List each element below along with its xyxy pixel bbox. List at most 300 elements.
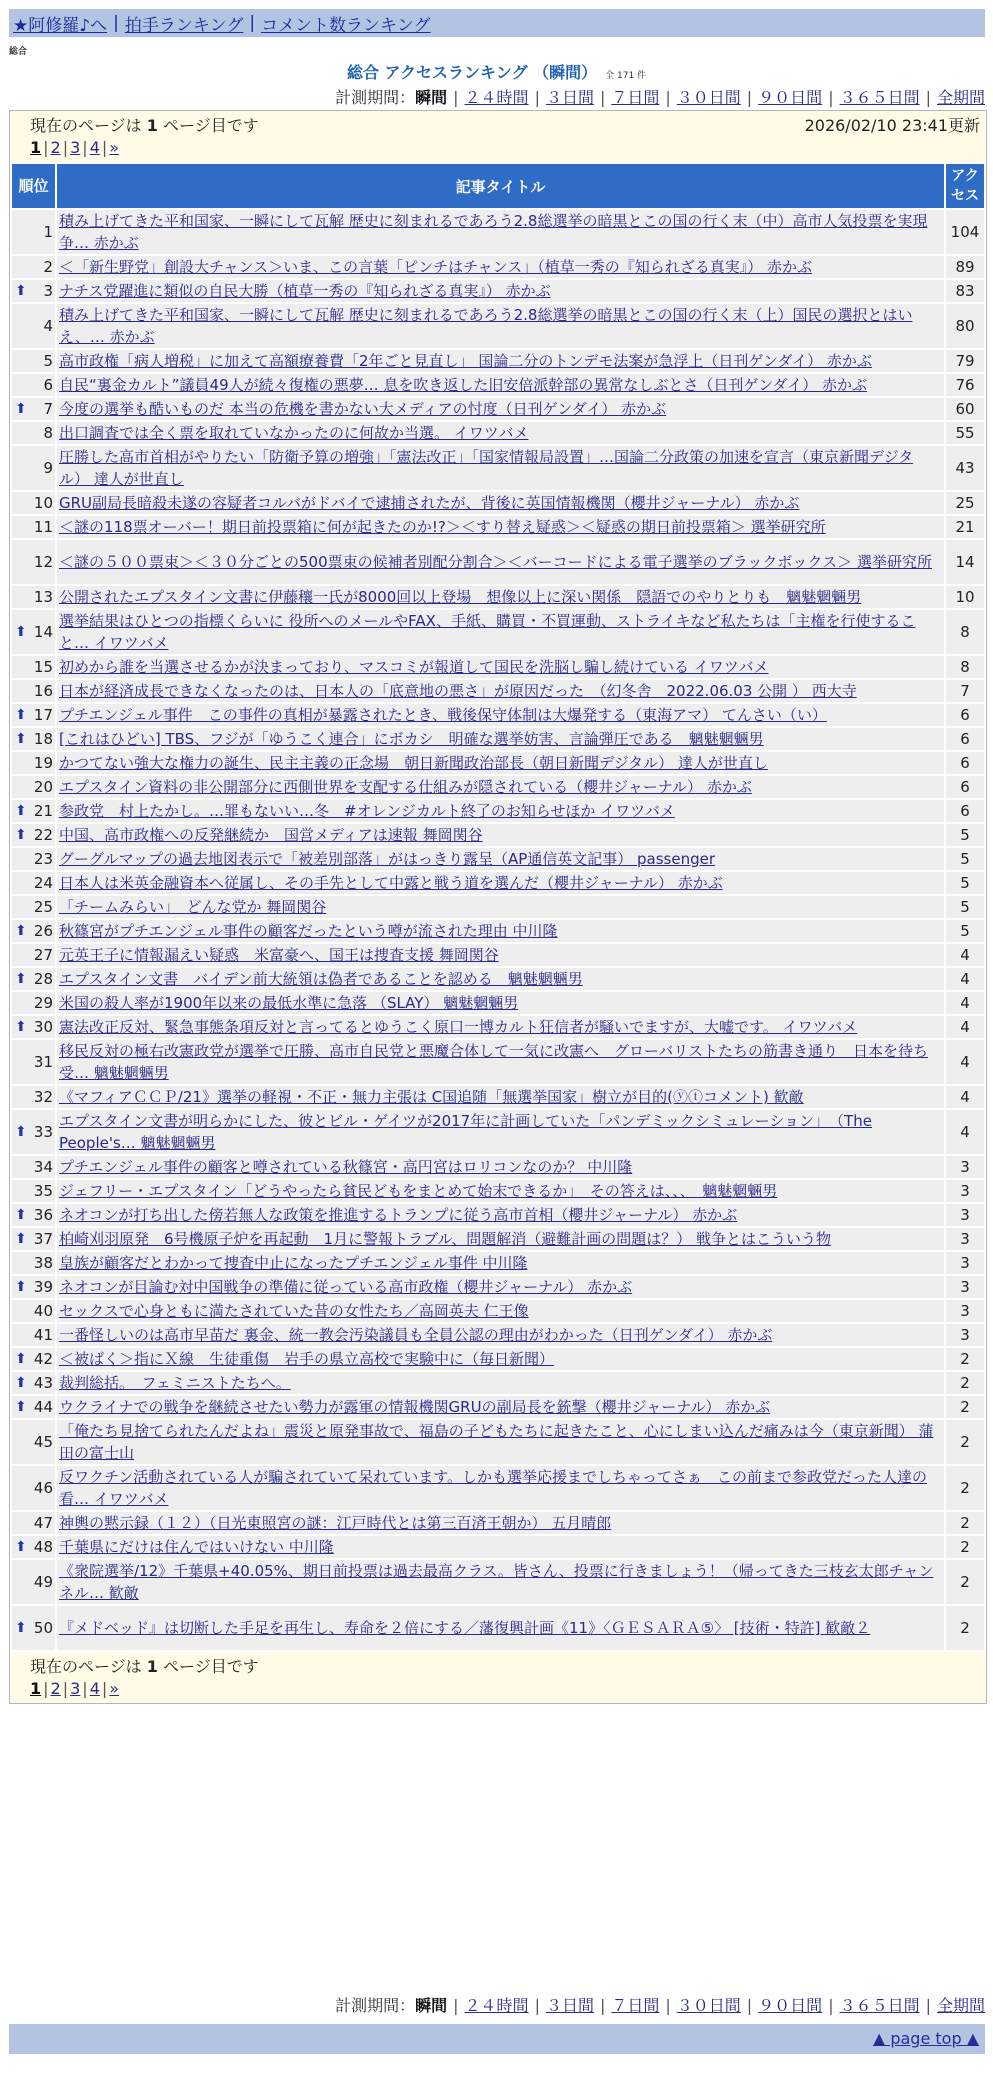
page-info-prefix: 現在のページは: [30, 116, 147, 135]
rank-cell: [12, 374, 55, 396]
title-column-header: 記事タイトル: [57, 164, 944, 208]
ranking-table-body: [12, 210, 984, 1650]
table-row: [12, 776, 984, 798]
period-option[interactable]: 全期間: [936, 88, 985, 107]
rank-number: 45: [33, 1433, 53, 1451]
pager-separator: |: [43, 1679, 49, 1698]
rank-number: 44: [33, 1398, 53, 1416]
article-link[interactable]: ナチス党躍進に類似の自民大勝（植草一秀の『知られざる真実』） 赤かぶ: [59, 282, 551, 300]
nav-separator: |: [249, 13, 256, 33]
rank-cell: [12, 656, 55, 678]
access-count: 3: [946, 1228, 984, 1250]
top-nav-bar: [9, 9, 985, 37]
title-cell: [57, 944, 944, 966]
article-link[interactable]: ＜謎の118票オーバー！期日前投票箱に何が起きたのか!?＞＜すり替え疑惑＞＜疑惑の期日前投票箱＞ 選挙研究所: [59, 518, 826, 536]
bottom-bar: [9, 2024, 985, 2054]
article-link[interactable]: 日本が経済成長できなくなったのは、日本人の「底意地の悪さ」が原因だった （幻冬舎 2022.06.03 公開 ） 西大寺: [59, 682, 857, 700]
title-cell: [57, 752, 944, 774]
article-link[interactable]: 元英王子に情報漏えい疑惑 米富豪へ、国王は捜査支援 舞岡関谷: [59, 946, 499, 964]
access-count: 4: [946, 968, 984, 990]
period-option-current: 瞬間: [415, 1996, 448, 2015]
article-link[interactable]: GRU副局長暗殺未遂の容疑者コルバがドバイで逮捕されたが、背後に英国情報機関（櫻井ジャーナル） 赤かぶ: [59, 494, 800, 512]
period-option[interactable]: ３０日間: [676, 88, 741, 107]
rank-up-arrow-icon: ⬆: [15, 1124, 27, 1140]
article-link[interactable]: ＜「新生野党」創設大チャンス＞いま、この言葉「ピンチはチャンス」（植草一秀の『知られざる真実』） 赤かぶ: [59, 258, 812, 276]
table-row: [12, 1110, 984, 1154]
pager-page-link[interactable]: 2: [50, 1679, 61, 1698]
page-info-top: [10, 111, 986, 162]
rank-cell: [12, 752, 55, 774]
table-row: [12, 1016, 984, 1038]
article-link[interactable]: 積み上げてきた平和国家、一瞬にして瓦解 歴史に刻まれるであろう2.8総選挙の暗黒とこの国の行く末（中）高市人気投票を実現争… 赤かぶ: [59, 212, 928, 252]
title-cell: [57, 586, 944, 608]
title-cell: [57, 540, 944, 584]
title-cell: [57, 896, 944, 918]
article-link[interactable]: セックスで心身ともに満たされていた昔の女性たち／高岡英夫 仁王像: [59, 1302, 529, 1320]
table-row: [12, 280, 984, 302]
table-row: [12, 304, 984, 348]
article-link[interactable]: 「チームみらい」 どんな党か 舞岡関谷: [59, 898, 327, 916]
rank-number: 37: [33, 1230, 53, 1248]
period-separator: |: [599, 88, 606, 107]
rank-number: 50: [33, 1619, 53, 1637]
pager-separator: |: [43, 138, 49, 157]
period-separator: |: [828, 88, 834, 107]
article-link[interactable]: エプスタイン資料の非公開部分に西側世界を支配する仕組みが隠されている（櫻井ジャーナル） 赤かぶ: [59, 778, 752, 796]
article-link[interactable]: ＜被ばく＞指にＸ線 生徒重傷 岩手の県立高校で実験中に（毎日新聞）: [59, 1350, 555, 1368]
table-row: [12, 422, 984, 444]
title-cell: [57, 920, 944, 942]
title-cell: [57, 1560, 944, 1604]
table-row: [12, 968, 984, 990]
rank-cell: [12, 704, 55, 726]
title-cell: [57, 1300, 944, 1322]
rank-cell: [12, 1228, 55, 1250]
pager-separator: |: [101, 138, 108, 157]
article-link[interactable]: エプスタイン文書が明らかにした、彼とビル・ゲイツが2017年に計画していた「パンデミックシミュレーション」 （The People's… 魑魅魍魎男: [59, 1112, 872, 1152]
article-link[interactable]: 《衆院選挙/12》千葉県+40.05%、期日前投票は過去最高クラス。皆さん、投票に行きましょう！（帰ってきた三枝玄太郎チャンネル… 歓敵: [59, 1562, 934, 1602]
title-cell: [57, 992, 944, 1014]
rank-up-arrow-icon: ⬆: [15, 827, 27, 843]
table-row: [12, 1180, 984, 1202]
title-cell: [57, 516, 944, 538]
access-count: 76: [946, 374, 984, 396]
pager-current-page: 1: [30, 138, 42, 157]
period-separator: |: [534, 88, 540, 107]
access-count: 83: [946, 280, 984, 302]
period-option[interactable]: ７日間: [611, 88, 660, 107]
rank-number: 33: [33, 1123, 53, 1141]
period-option-current: 瞬間: [415, 88, 448, 107]
period-separator: |: [746, 1996, 753, 2015]
page-info-bottom: [10, 1652, 986, 1703]
pager-separator: |: [82, 1679, 88, 1698]
table-row: [12, 896, 984, 918]
rank-cell: [12, 1086, 55, 1108]
rank-up-arrow-icon: ⬆: [15, 1207, 27, 1223]
rank-number: 32: [33, 1088, 53, 1106]
period-option[interactable]: ２４時間: [464, 88, 529, 107]
pager-next-link[interactable]: »: [109, 138, 120, 157]
period-separator: |: [665, 1996, 671, 2015]
total-count: 全 171 件: [605, 71, 647, 81]
rank-cell: [12, 256, 55, 278]
table-row: [12, 1536, 984, 1558]
rank-cell: [12, 1348, 55, 1370]
period-separator: |: [925, 1996, 931, 2015]
article-link[interactable]: ネオコンが打ち出した傍若無人な政策を推進するトランプに従う高市首相（櫻井ジャーナル） 赤かぶ: [59, 1206, 738, 1224]
article-link[interactable]: ジェフリー・エプスタイン「どうやったら貧民どもをまとめて始末できるか」 その答えは、、、 魑魅魍魎男: [59, 1182, 778, 1200]
title-cell: [57, 256, 944, 278]
pager-separator: |: [62, 138, 69, 157]
access-count: 2: [946, 1560, 984, 1604]
rank-up-arrow-icon: ⬆: [15, 707, 27, 723]
article-link[interactable]: 一番怪しいのは高市早苗だ 裏金、統一教会汚染議員も全員公認の理由がわかった（日刊ゲンダイ） 赤かぶ: [59, 1326, 773, 1344]
pager-page-link[interactable]: 4: [89, 138, 100, 157]
access-count: 2: [946, 1348, 984, 1370]
title-cell: [57, 1396, 944, 1418]
rank-number: 49: [33, 1573, 53, 1591]
table-row: [12, 586, 984, 608]
pager-page-link[interactable]: 3: [70, 1679, 81, 1698]
title-cell: [57, 1252, 944, 1274]
rank-number: 14: [33, 623, 53, 641]
rank-number: 15: [33, 658, 53, 676]
title-cell: [57, 1512, 944, 1534]
rank-number: 12: [33, 553, 53, 571]
article-link[interactable]: 積み上げてきた平和国家、一瞬にして瓦解 歴史に刻まれるであろう2.8総選挙の暗黒とこの国の行く末（上）国民の選択とはいえ、… 赤かぶ: [59, 306, 913, 346]
rank-cell: [12, 848, 55, 870]
current-page-number: 1: [146, 116, 158, 135]
table-row: [12, 872, 984, 894]
table-row: [12, 1512, 984, 1534]
article-link[interactable]: 圧勝した高市首相がやりたい「防衛予算の増強」「憲法改正」「国家情報局設置」…国論二分政策の加速を宣言（東京新聞デジタル） 達人が世直し: [59, 448, 914, 488]
article-link[interactable]: 米国の殺人率が1900年以来の最低水準に急落 （SLAY） 魑魅魍魎男: [59, 994, 519, 1012]
access-count: 4: [946, 1086, 984, 1108]
nav-separator: |: [113, 13, 119, 33]
rank-cell: [12, 944, 55, 966]
rank-number: 22: [33, 826, 53, 844]
article-link[interactable]: 今度の選挙も酷いものだ 本当の危機を書かない大メディアの忖度（日刊ゲンダイ） 赤かぶ: [59, 400, 667, 418]
period-selector-top: [335, 85, 985, 108]
period-separator: |: [746, 88, 753, 107]
period-option[interactable]: ３０日間: [676, 1996, 741, 2015]
article-link[interactable]: 選挙結果はひとつの指標くらいに 役所へのメールやFAX、手紙、購買・不買運動、ストライキなど私たちは「主権を行使すること… イワツバメ: [59, 612, 916, 652]
period-label: 計測期間：: [335, 1996, 416, 2015]
comment-ranking-link[interactable]: コメント数ランキング: [261, 15, 431, 36]
table-row: [12, 1300, 984, 1322]
table-row: [12, 704, 984, 726]
table-row: [12, 1040, 984, 1084]
rank-cell: [12, 968, 55, 990]
rank-up-arrow-icon: ⬆: [15, 283, 27, 299]
access-count: 43: [946, 446, 984, 490]
article-link[interactable]: 参政党 村上たかし。…罪もないい…冬 #オレンジカルト終了のお知らせほか イワツバメ: [59, 802, 675, 820]
updated-timestamp: 2026/02/10 23:41更新: [804, 116, 980, 135]
access-count: 5: [946, 872, 984, 894]
table-row: [12, 492, 984, 514]
title-cell: [57, 210, 944, 254]
rank-cell: [12, 610, 55, 654]
rank-number: 7: [43, 400, 53, 418]
period-label: 計測期間：: [335, 88, 416, 107]
article-link[interactable]: 秋篠宮がプチエンジェル事件の顧客だったという噂が流された理由 中川隆: [59, 922, 558, 940]
rank-cell: [12, 680, 55, 702]
access-count: 89: [946, 256, 984, 278]
article-link[interactable]: 憲法改正反対、緊急事態条項反対と言ってるとゆうこく原口一博カルト狂信者が騒いでますが、大嘘です。 イワツバメ: [59, 1018, 858, 1036]
access-count: 4: [946, 1110, 984, 1154]
title-cell: [57, 1016, 944, 1038]
rank-number: 39: [33, 1278, 53, 1296]
title-cell: [57, 1348, 944, 1370]
rank-cell: [12, 1372, 55, 1394]
rank-number: 48: [33, 1538, 53, 1556]
article-link[interactable]: 移民反対の極右改憲政党が選挙で圧勝、高市自民党と悪魔合体して一気に改憲へ グローバリストたちの筋書き通り 日本を待ち受… 魑魅魍魎男: [59, 1042, 928, 1082]
rank-number: 20: [33, 778, 53, 796]
rank-up-arrow-icon: ⬆: [15, 1351, 27, 1367]
access-count: 6: [946, 752, 984, 774]
rank-number: 38: [33, 1254, 53, 1272]
article-link[interactable]: 柏崎刈羽原発 6号機原子炉を再起動 1月に警報トラブル、問題解消（避難計画の問題は？） 戦争とはこういう物: [59, 1230, 832, 1248]
title-cell: [57, 492, 944, 514]
table-row: [12, 446, 984, 490]
access-count: 3: [946, 1300, 984, 1322]
table-row: [12, 1324, 984, 1346]
pager-separator: |: [101, 1679, 108, 1698]
access-count: 4: [946, 1040, 984, 1084]
title-cell: [57, 968, 944, 990]
period-option[interactable]: ３日間: [545, 88, 594, 107]
access-count: 104: [946, 210, 984, 254]
title-cell: [57, 1372, 944, 1394]
period-separator: |: [665, 88, 671, 107]
pager-page-link[interactable]: 2: [50, 138, 61, 157]
rank-up-arrow-icon: ⬆: [15, 1375, 27, 1391]
article-link[interactable]: ネオコンが目論む対中国戦争の準備に従っている高市政権（櫻井ジャーナル） 赤かぶ: [59, 1278, 633, 1296]
title-cell: [57, 680, 944, 702]
rank-number: 4: [43, 317, 53, 335]
rank-up-arrow-icon: ⬆: [15, 1231, 27, 1247]
rank-number: 27: [33, 946, 53, 964]
table-row: [12, 1420, 984, 1464]
rank-number: 29: [33, 994, 53, 1012]
article-link[interactable]: 「俺たち見捨てられたんだよね」震災と原発事故で、福島の子どもたちに起きたこと、心にしまい込んだ痛みは今（東京新聞） 蒲田の富士山: [59, 1422, 934, 1462]
period-separator: |: [534, 1996, 540, 2015]
access-count: 80: [946, 304, 984, 348]
table-row: [12, 398, 984, 420]
rank-up-arrow-icon: ⬆: [15, 971, 27, 987]
period-option[interactable]: 全期間: [936, 1996, 985, 2015]
title-cell: [57, 1276, 944, 1298]
rank-cell: [12, 920, 55, 942]
rank-cell: [12, 776, 55, 798]
title-cell: [57, 1228, 944, 1250]
article-link[interactable]: かつてない強大な権力の誕生、民主主義の正念場 朝日新聞政治部長（朝日新聞デジタル） 達人が世直し: [59, 754, 768, 772]
page-info-prefix: 現在のページは: [30, 1657, 147, 1676]
rank-cell: [12, 872, 55, 894]
period-separator: |: [453, 88, 459, 107]
rank-cell: [12, 350, 55, 372]
rank-cell: [12, 210, 55, 254]
rank-number: 11: [33, 518, 53, 536]
rank-cell: [12, 516, 55, 538]
pager-current-page: 1: [30, 1679, 42, 1698]
access-count: 4: [946, 1016, 984, 1038]
article-link[interactable]: エプスタイン文書 バイデン前大統領は偽者であることを認める 魑魅魍魎男: [59, 970, 583, 988]
period-option[interactable]: ９０日間: [758, 88, 823, 107]
article-link[interactable]: 自民“裏金カルト”議員49人が続々復権の悪夢… 息を吹き返した旧安倍派幹部の異常なしぶとさ（日刊ゲンダイ） 赤かぶ: [59, 376, 867, 394]
rank-cell: [12, 1536, 55, 1558]
pager-separator: |: [82, 138, 88, 157]
title-cell: [57, 610, 944, 654]
article-link[interactable]: [これはひどい] TBS、フジが「ゆうこく連合」にボカシ 明確な選挙妨害、言論弾圧である 魑魅魍魎男: [59, 730, 764, 748]
article-link[interactable]: 初めから誰を当選させるかが決まっており、マスコミが報道して国民を洗脳し騙し続けている イワツバメ: [59, 658, 769, 676]
rank-number: 41: [33, 1326, 53, 1344]
pager-next-link[interactable]: »: [109, 1679, 120, 1698]
article-link[interactable]: 公開されたエプスタイン文書に伊藤穰一氏が8000回以上登場 想像以上に深い関係 隠語でのやりとりも 魑魅魍魎男: [59, 588, 862, 606]
rank-number: 46: [33, 1479, 53, 1497]
period-option[interactable]: ２４時間: [464, 1996, 529, 2015]
article-link[interactable]: 裁判総括。 フェミニストたちへ。: [59, 1374, 291, 1392]
rank-number: 42: [33, 1350, 53, 1368]
access-count: 5: [946, 920, 984, 942]
rank-cell: [12, 422, 55, 444]
rank-cell: [12, 280, 55, 302]
article-link[interactable]: ウクライナでの戦争を継続させたい勢力が露軍の情報機関GRUの副局長を銃撃（櫻井ジャーナル） 赤かぶ: [59, 1398, 771, 1416]
title-cell: [57, 776, 944, 798]
title-cell: [57, 350, 944, 372]
pager-separator: |: [62, 1679, 69, 1698]
rank-number: 24: [33, 874, 53, 892]
title-cell: [57, 1180, 944, 1202]
rank-number: 43: [33, 1374, 53, 1392]
article-link[interactable]: 中国、高市政権への反発継続か 国営メディアは速報 舞岡関谷: [59, 826, 483, 844]
current-page-number: 1: [146, 1657, 158, 1676]
period-option[interactable]: ３６５日間: [839, 1996, 920, 2015]
page-top-link[interactable]: ▲ page top ▲: [872, 2029, 979, 2048]
title-cell: [57, 704, 944, 726]
rank-cell: [12, 1252, 55, 1274]
access-count: 8: [946, 610, 984, 654]
period-option[interactable]: ７日間: [611, 1996, 660, 2015]
rank-cell: [12, 824, 55, 846]
table-row: [12, 752, 984, 774]
title-cell: [57, 374, 944, 396]
article-link[interactable]: ＜謎の５００票束＞＜３０分ごとの500票束の候補者別配分割合＞＜バーコードによる電子選挙のブラックボックス＞ 選挙研究所: [59, 553, 932, 571]
rank-cell: [12, 1180, 55, 1202]
access-count: 5: [946, 824, 984, 846]
article-link[interactable]: 千葉県にだけは住んではいけない 中川隆: [59, 1538, 334, 1556]
rank-up-arrow-icon: ⬆: [15, 624, 27, 640]
access-count: 2: [946, 1466, 984, 1510]
table-row: [12, 656, 984, 678]
article-link[interactable]: 日本人は米英金融資本へ従属し、その手先として中露と戦う道を選んだ（櫻井ジャーナル） 赤かぶ: [59, 874, 723, 892]
rank-cell: [12, 896, 55, 918]
title-cell: [57, 872, 944, 894]
article-link[interactable]: 反ワクチン活動されている人が騙されていて呆れています。しかも選挙応援までしちゃってさぁ この前まで参政党だった人達の 看… イワツバメ: [59, 1468, 928, 1508]
rank-cell: [12, 540, 55, 584]
access-count: 3: [946, 1252, 984, 1274]
article-link[interactable]: プチエンジェル事件の顧客と噂されている秋篠宮・高円宮はロリコンなのか？ 中川隆: [59, 1158, 633, 1176]
rank-cell: [12, 1560, 55, 1604]
rank-number: 16: [33, 682, 53, 700]
rank-number: 17: [33, 706, 53, 724]
pager-page-link[interactable]: 3: [70, 138, 81, 157]
home-link[interactable]: ★阿修羅♪へ: [13, 15, 108, 36]
article-link[interactable]: グーグルマップの過去地図表示で「被差別部落」がはっきり露呈（AP通信英文記事） passenger: [59, 850, 716, 868]
rank-number: 2: [43, 258, 53, 276]
article-link[interactable]: 出口調査では全く票を取れていなかったのに何故か当選。 イワツバメ: [59, 424, 529, 442]
title-cell: [57, 1536, 944, 1558]
rank-number: 26: [33, 922, 53, 940]
period-separator: |: [599, 1996, 606, 2015]
rank-number: 8: [43, 424, 53, 442]
article-link[interactable]: 神輿の黙示録（１２）（日光東照宮の謎：江戸時代とは第三百済王朝か） 五月晴郎: [59, 1514, 612, 1532]
clap-ranking-link[interactable]: 拍手ランキング: [124, 15, 244, 36]
title-cell: [57, 446, 944, 490]
rank-number: 30: [33, 1018, 53, 1036]
rank-cell: [12, 446, 55, 490]
rank-up-arrow-icon: ⬆: [15, 401, 27, 417]
table-row: [12, 350, 984, 372]
access-count: 6: [946, 704, 984, 726]
table-row: [12, 848, 984, 870]
article-link[interactable]: 《マフィアＣＣＰ/21》選挙の軽視・不正・無力主張は C国追随「無選挙国家」樹立が目的(ⓨⓣコメント) 歓敵: [59, 1088, 804, 1106]
period-option[interactable]: ３日間: [545, 1996, 594, 2015]
access-count: 60: [946, 398, 984, 420]
title-cell: [57, 398, 944, 420]
rank-up-arrow-icon: ⬆: [15, 1620, 27, 1636]
period-option[interactable]: ９０日間: [758, 1996, 823, 2015]
access-count: 10: [946, 586, 984, 608]
period-option[interactable]: ３６５日間: [839, 88, 920, 107]
access-count: 5: [946, 896, 984, 918]
article-link[interactable]: 皇族が顧客だとわかって捜査中止になったプチエンジェル事件 中川隆: [59, 1254, 528, 1272]
table-row: [12, 1372, 984, 1394]
rank-number: 35: [33, 1182, 53, 1200]
access-count: 4: [946, 944, 984, 966]
title-cell: [57, 800, 944, 822]
rank-cell: [12, 1512, 55, 1534]
table-row: [12, 540, 984, 584]
rank-number: 31: [33, 1053, 53, 1071]
rank-column-header: 順位: [12, 164, 55, 208]
period-separator: |: [453, 1996, 459, 2015]
article-link[interactable]: 高市政権「病人増税」に加えて高額療養費「2年ごと見直し」 国論二分のトンデモ法案が急浮上（日刊ゲンダイ） 赤かぶ: [59, 352, 872, 370]
access-count: 6: [946, 800, 984, 822]
rank-cell: [12, 992, 55, 1014]
article-link[interactable]: 『メドベッド』は切断した手足を再生し、寿命を２倍にする／藩復興計画《11》〈ＧＥＳＡＲＡ⑤〉 [技術・特許] 歓敵２: [59, 1619, 871, 1637]
rank-cell: [12, 1396, 55, 1418]
table-row: [12, 210, 984, 254]
table-row: [12, 1606, 984, 1650]
access-count: 3: [946, 1204, 984, 1226]
title-cell: [57, 1420, 944, 1464]
table-row: [12, 824, 984, 846]
article-link[interactable]: プチエンジェル事件 この事件の真相が暴露されたとき、戦後保守体制は大爆発する（東海アマ） てんさい（い）: [59, 706, 827, 724]
rank-number: 36: [33, 1206, 53, 1224]
rank-cell: [12, 1016, 55, 1038]
access-count: 4: [946, 992, 984, 1014]
rank-up-arrow-icon: ⬆: [15, 1399, 27, 1415]
access-count: 2: [946, 1372, 984, 1394]
access-count: 14: [946, 540, 984, 584]
rank-number: 21: [33, 802, 53, 820]
table-row: [12, 1252, 984, 1274]
period-separator: |: [925, 88, 931, 107]
pager-page-link[interactable]: 4: [89, 1679, 100, 1698]
ranking-table: [10, 162, 986, 1652]
